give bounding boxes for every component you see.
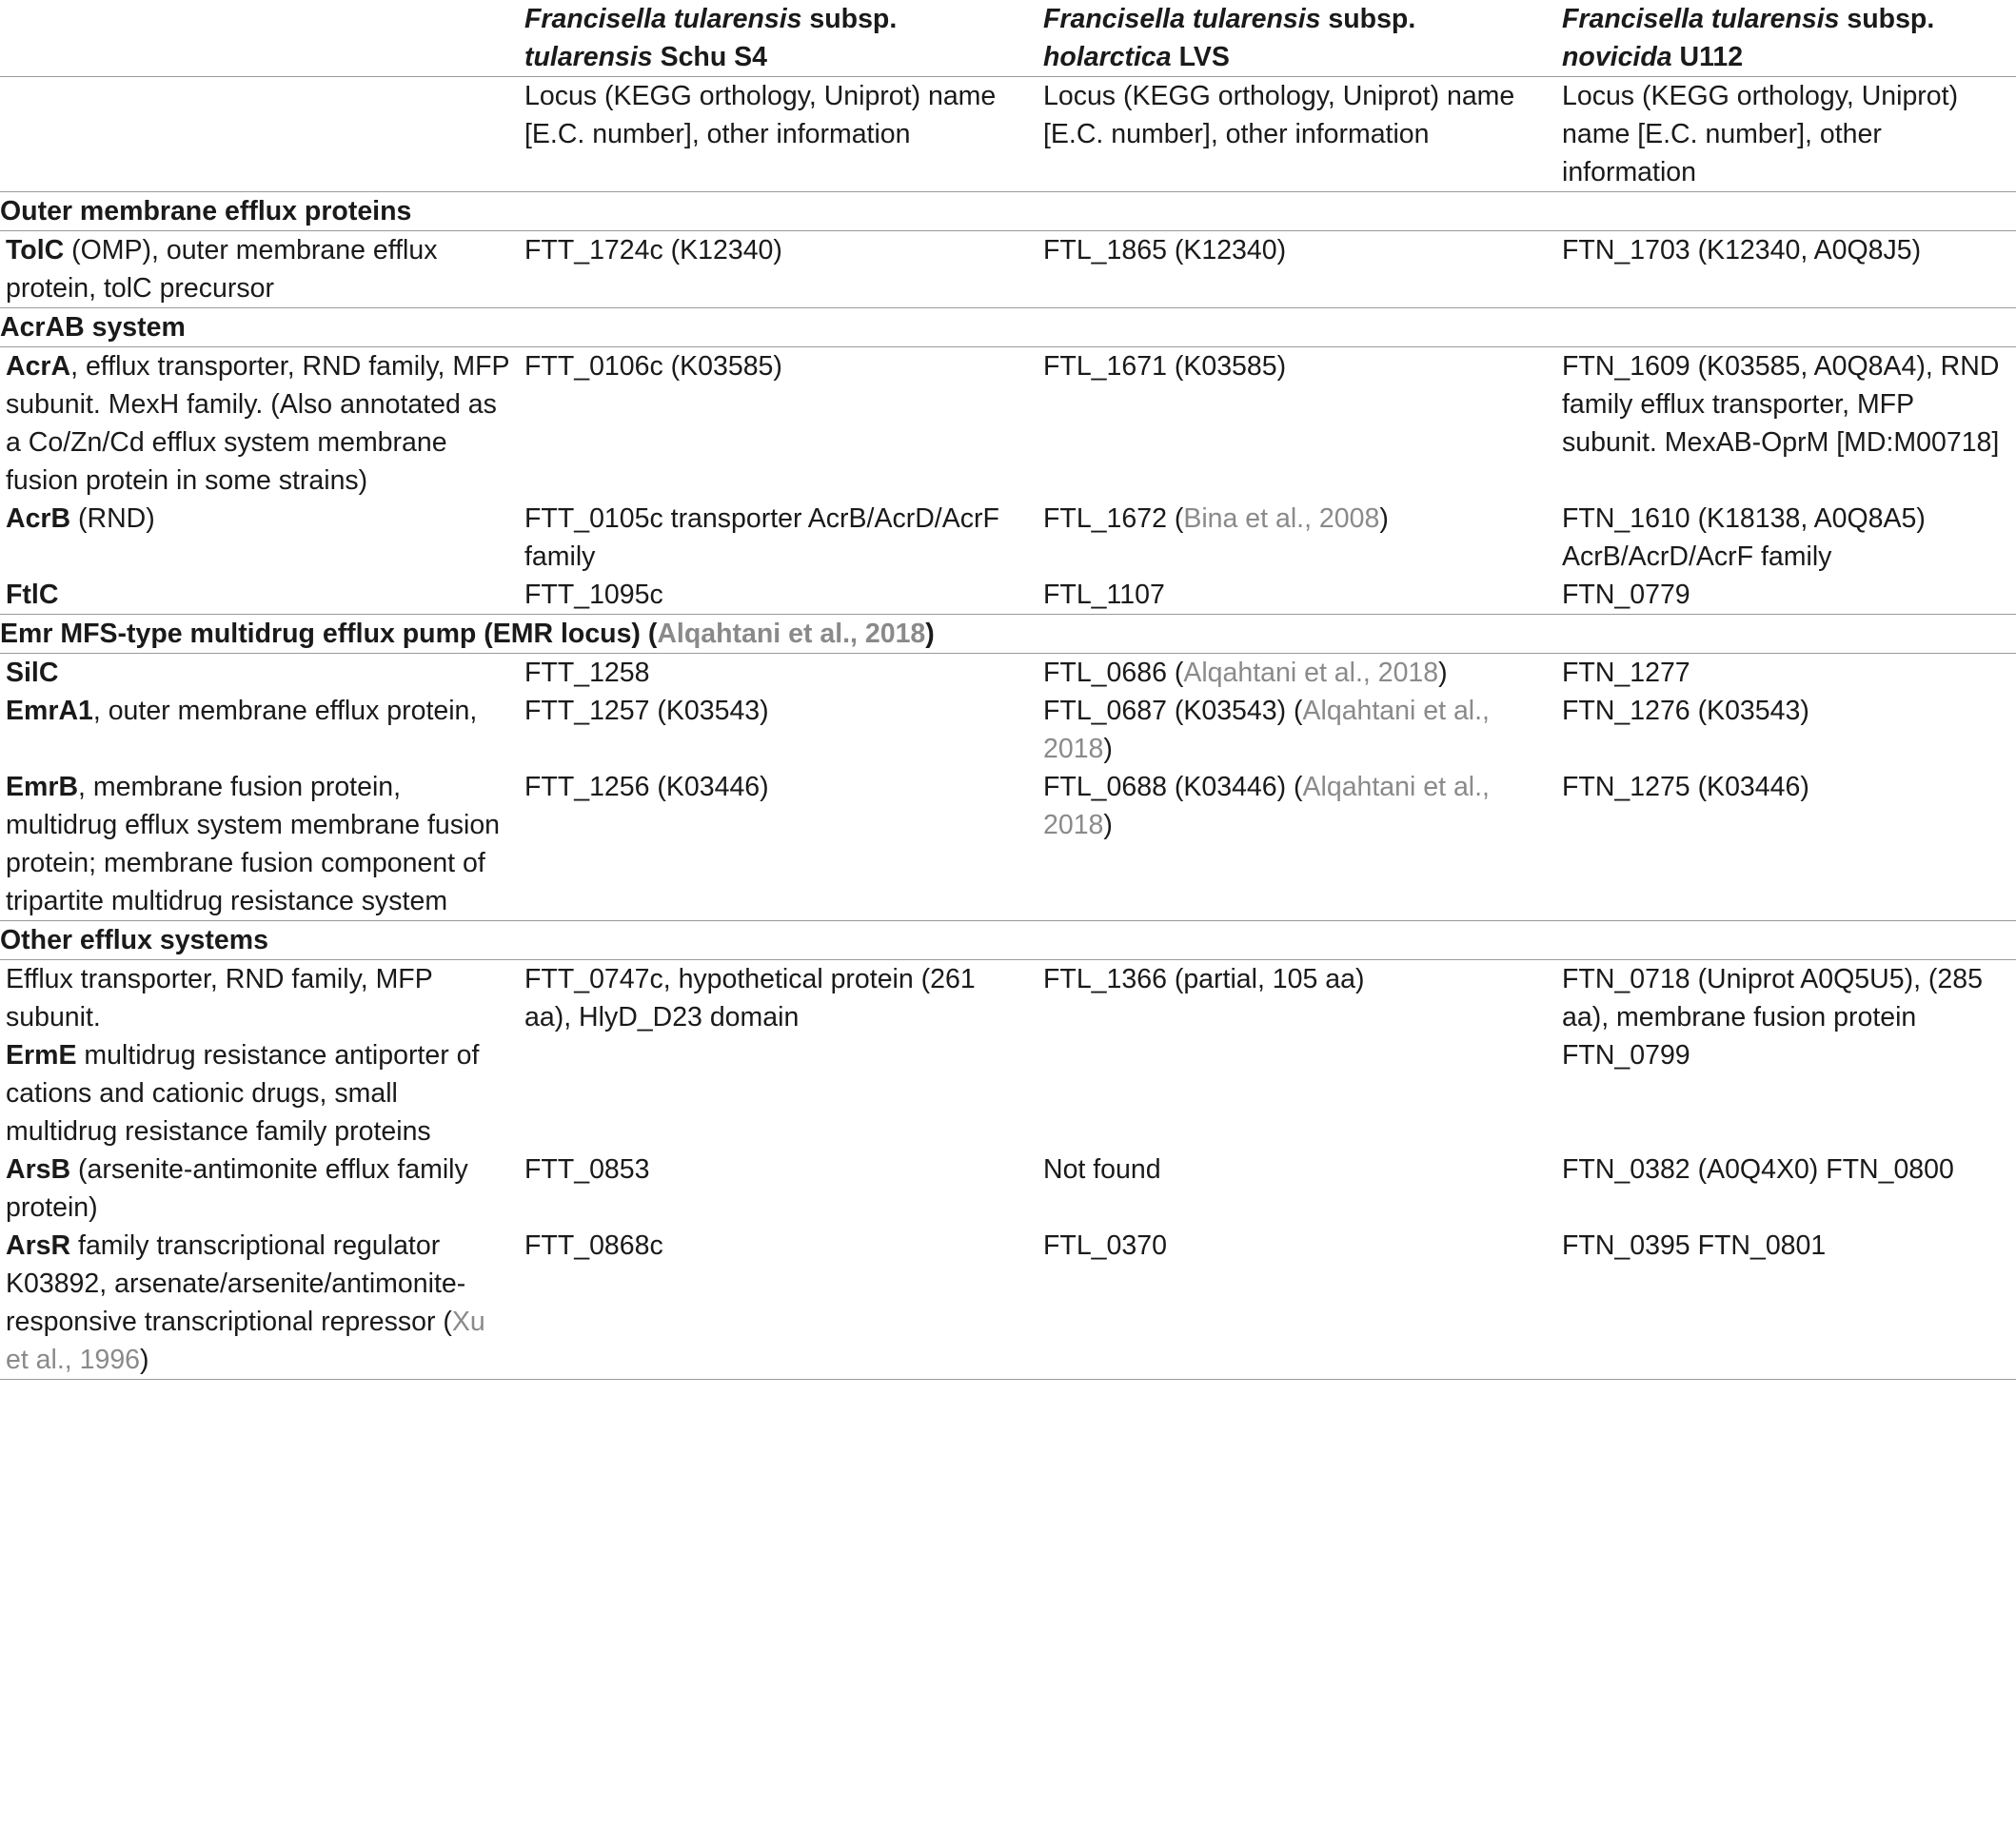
citation-link[interactable]: Alqahtani et al., 2018 [1043,772,1490,840]
table-row [0,692,2016,768]
subheader-cell: Locus (KEGG orthology, Uniprot) name [E.C. number], other information [1562,77,2016,192]
section-title: Other efflux systems [0,921,2016,960]
locus-cell: FTN_1276 (K03543) [1562,696,1809,726]
locus-cell: FTT_0105c transporter AcrB/AcrD/AcrF family [524,503,999,572]
locus-cell: FTN_0779 [1562,576,2016,615]
locus-cell: FTL_1671 (K03585) [1043,351,1287,382]
locus-cell: FTN_1703 (K12340, A0Q8J5) [1562,231,2016,308]
section-row [0,921,2016,960]
locus-cell: FTN_0718 (Uniprot A0Q5U5), (285 aa), membrane fusion protein [1562,964,1983,1032]
locus-cell: FTN_1275 (K03446) [1562,768,2016,921]
locus-cell: FTN_1610 (K18138, A0Q8A5) AcrB/AcrD/AcrF family [1562,503,1926,572]
header-blank-cell [0,0,524,77]
locus-cell [1043,1036,1562,1150]
protein-cell: SilC [6,658,59,688]
locus-cell: FTL_1672 (Bina et al., 2008) [1043,503,1389,534]
locus-cell: FTT_1257 (K03543) [524,696,769,726]
table-row [0,1150,2016,1227]
section-row [0,192,2016,231]
protein-cell: AcrA, efflux transporter, RND family, MFP subunit. MexH family. (Also annotated as a Co/Zn/Cd efflux system membrane fusion protein in some strains) [6,351,509,496]
locus-cell: FTT_0853 [524,1154,650,1185]
table-row [0,576,2016,615]
protein-cell: EmrB, membrane fusion protein, multidrug efflux system membrane fusion protein; membrane fusion component of tripartite multidrug resistance system [0,768,524,921]
header-strain-lvs: Francisella tularensis subsp. holarctica LVS [1043,0,1562,77]
subheader-cell: Locus (KEGG orthology, Uniprot) name [E.C. number], other information [524,77,1043,192]
protein-cell: ErmE multidrug resistance antiporter of cations and cationic drugs, small multidrug resistance family proteins [6,1040,480,1147]
locus-cell [524,1036,1043,1150]
subheader-row [0,77,2016,192]
section-title: Emr MFS-type multidrug efflux pump (EMR locus) (Alqahtani et al., 2018) [0,615,2016,654]
table-row [0,231,2016,308]
protein-cell: ArsR family transcriptional regulator K03892, arsenate/arsenite/antimonite-responsive transcriptional repressor (Xu et al., 1996) [0,1227,524,1380]
locus-cell: FTN_0382 (A0Q4X0) FTN_0800 [1562,1154,1954,1185]
locus-cell: FTL_0688 (K03446) (Alqahtani et al., 2018) [1043,768,1562,921]
table-row [0,347,2016,501]
header-strain-schu-s4: Francisella tularensis subsp. tularensis Schu S4 [524,0,1043,77]
locus-cell: FTT_0747c, hypothetical protein (261 aa), HlyD_D23 domain [524,964,976,1032]
header-row [0,0,2016,77]
locus-cell: FTL_1366 (partial, 105 aa) [1043,964,1365,994]
table-row [0,960,2016,1037]
table-row [0,654,2016,693]
locus-cell: FTT_1256 (K03446) [524,768,1043,921]
section-row [0,308,2016,347]
protein-cell: FtlC [0,576,524,615]
citation-link[interactable]: Alqahtani et al., 2018 [1043,696,1490,764]
locus-cell: FTT_1258 [524,658,650,688]
table-row [0,768,2016,921]
locus-cell: FTN_0395 FTN_0801 [1562,1227,2016,1380]
locus-cell: FTN_1609 (K03585, A0Q8A4), RND family efflux transporter, MFP subunit. MexAB-OprM [MD:M00718] [1562,351,2000,458]
locus-cell: FTT_0868c [524,1227,1043,1380]
protein-cell: TolC (OMP), outer membrane efflux protein, tolC precursor [0,231,524,308]
section-row [0,615,2016,654]
locus-cell: FTT_0106c (K03585) [524,351,782,382]
citation-link[interactable]: Bina et al., 2008 [1183,503,1380,534]
locus-cell: FTL_1865 (K12340) [1043,231,1562,308]
locus-cell: FTT_1724c (K12340) [524,231,1043,308]
table-row [0,1036,2016,1150]
locus-cell: FTL_0687 (K03543) (Alqahtani et al., 2018) [1043,696,1490,764]
section-title: AcrAB system [0,308,2016,347]
citation-link[interactable]: Alqahtani et al., 2018 [1183,658,1439,688]
locus-cell: FTL_0370 [1043,1227,1562,1380]
header-strain-u112: Francisella tularensis subsp. novicida U112 [1562,0,2016,77]
locus-cell: FTN_0799 [1562,1040,1690,1071]
citation-link[interactable]: Xu et al., 1996 [6,1307,485,1375]
protein-cell: EmrA1, outer membrane efflux protein, [6,696,478,726]
locus-cell: FTN_1277 [1562,658,1690,688]
subheader-cell: Locus (KEGG orthology, Uniprot) name [E.C. number], other information [1043,77,1562,192]
table-row [0,1227,2016,1380]
locus-cell: FTT_1095c [524,576,1043,615]
locus-cell: Not found [1043,1154,1161,1185]
locus-cell: FTL_0686 (Alqahtani et al., 2018) [1043,658,1448,688]
protein-cell: AcrB (RND) [6,503,155,534]
section-title: Outer membrane efflux proteins [0,192,2016,231]
protein-cell: ArsB (arsenite-antimonite efflux family protein) [6,1154,468,1223]
table-row [0,500,2016,576]
citation-link[interactable]: Alqahtani et al., 2018 [657,619,926,649]
locus-cell: FTL_1107 [1043,576,1562,615]
protein-cell: Efflux transporter, RND family, MFP subunit. [6,964,433,1032]
